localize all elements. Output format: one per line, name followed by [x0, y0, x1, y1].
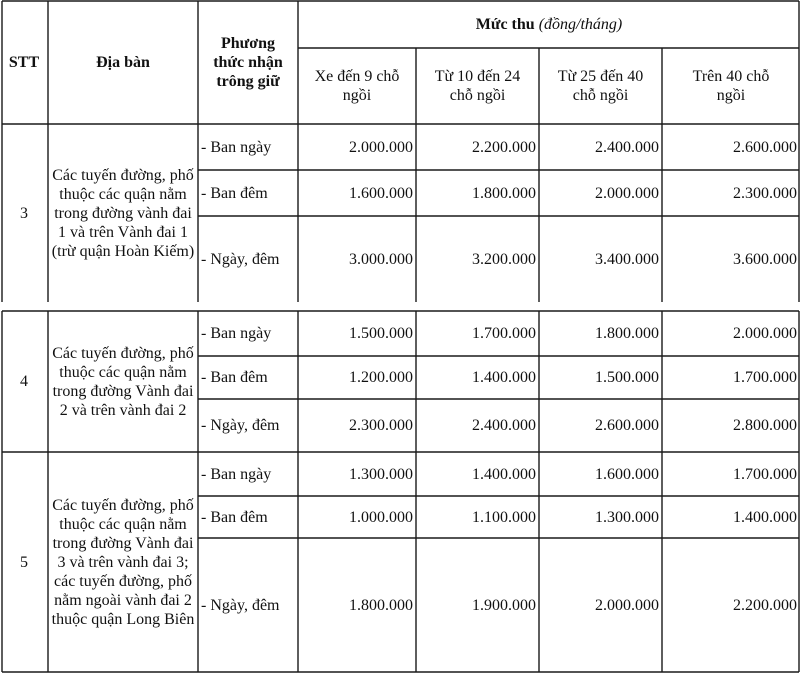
method-night — [198, 356, 298, 399]
method-text: - Ban ngày — [201, 465, 272, 483]
method-text: - Ban đêm — [201, 184, 268, 202]
fee-value — [298, 170, 416, 216]
header-fee-label: Mức thu — [475, 15, 535, 33]
fee-value-text: 3.000.000 — [349, 250, 413, 268]
row-area-text: Các tuyến đường, phố thuộc các quận nằm trong đường Vành đai 2 và trên vành đai 2 — [52, 344, 194, 419]
header-cat-4-text: Trên 40 chỗ ngồi — [692, 68, 770, 104]
fee-value — [662, 170, 800, 216]
method-text: - Ban ngày — [201, 325, 272, 342]
fee-value — [539, 356, 662, 399]
fee-value-text: 3.200.000 — [472, 250, 536, 268]
fee-value — [298, 496, 416, 538]
method-night — [198, 496, 298, 538]
method-day-night — [198, 399, 298, 452]
header-method-text: Phương thức nhận trông giữ — [213, 34, 283, 90]
fee-value — [298, 356, 416, 399]
header-cat-1-text: Xe đến 9 chỗ ngồi — [314, 68, 400, 104]
fee-value-text: 2.300.000 — [349, 417, 413, 434]
method-day — [198, 452, 298, 496]
fee-value — [298, 399, 416, 452]
method-text: - Ngày, đêm — [201, 596, 280, 614]
method-night — [198, 170, 298, 216]
fee-value — [416, 170, 539, 216]
fee-value — [416, 452, 539, 496]
fee-value — [539, 538, 662, 672]
fee-value-text: 2.400.000 — [595, 138, 659, 156]
row-area — [48, 452, 198, 672]
fee-value — [539, 124, 662, 170]
header-cat-1 — [298, 48, 416, 124]
fee-value — [298, 452, 416, 496]
row-area-text: Các tuyến đường, phố thuộc các quận nằm trong đường Vành đai 3 và trên vành đai 3; các tuyến đường, phố nằm ngoài vành đai 2 thuộc quận Long Biên — [51, 496, 195, 628]
method-text: - Ngày, đêm — [201, 417, 280, 434]
row-area-text: Các tuyến đường, phố thuộc các quận nằm trong đường vành đai 1 và trên Vành đai 1 (trừ quận Hoàn Kiếm) — [51, 166, 195, 260]
method-day — [198, 311, 298, 356]
fee-value — [416, 311, 539, 356]
fee-value-text: 3.400.000 — [595, 250, 659, 268]
fee-value-text: 2.000.000 — [595, 184, 659, 202]
row-stt-text: 4 — [20, 373, 28, 390]
fee-value — [539, 311, 662, 356]
fee-value-text: 2.200.000 — [733, 596, 797, 614]
fee-value — [662, 356, 800, 399]
fee-value-text: 2.000.000 — [349, 138, 413, 156]
method-text: - Ngày, đêm — [201, 250, 280, 268]
fee-value-text: 1.100.000 — [472, 508, 536, 526]
fee-value-text: 1.300.000 — [595, 508, 659, 526]
header-fee-unit: (đồng/tháng) — [538, 15, 623, 33]
method-text: - Ban ngày — [201, 138, 272, 156]
fee-value — [298, 311, 416, 356]
fee-value — [662, 452, 800, 496]
fee-value — [662, 311, 800, 356]
fee-value — [539, 399, 662, 452]
fee-value-text: 2.000.000 — [733, 325, 797, 342]
fee-value-text: 2.600.000 — [733, 138, 797, 156]
method-day-night — [198, 538, 298, 672]
fee-value-text: 1.400.000 — [733, 508, 797, 526]
fee-value — [416, 399, 539, 452]
fee-value-text: 1.600.000 — [595, 465, 659, 483]
row-stt — [0, 452, 48, 672]
fee-value — [416, 216, 539, 302]
fee-value — [662, 124, 800, 170]
method-day-night — [198, 216, 298, 302]
fee-value-text: 1.500.000 — [595, 369, 659, 386]
method-day — [198, 124, 298, 170]
header-stt — [0, 0, 48, 124]
row-area — [48, 311, 198, 452]
fee-value-text: 1.200.000 — [349, 369, 413, 386]
header-cat-3-text: Từ 25 đến 40 chỗ ngồi — [557, 68, 644, 104]
fee-value-text: 1.500.000 — [349, 325, 413, 342]
fee-value-text: 1.300.000 — [349, 465, 413, 483]
header-area-text: Địa bàn — [96, 53, 150, 71]
fee-value — [416, 356, 539, 399]
fee-value-text: 2.000.000 — [595, 596, 659, 614]
fee-value-text: 1.800.000 — [349, 596, 413, 614]
header-cat-2 — [416, 48, 539, 124]
row-area — [48, 124, 198, 302]
fee-value — [298, 538, 416, 672]
row-stt-text: 5 — [20, 553, 28, 571]
header-area — [48, 0, 198, 124]
fee-value-text: 1.000.000 — [349, 508, 413, 526]
fee-value — [539, 452, 662, 496]
fee-value — [416, 124, 539, 170]
header-method — [198, 0, 298, 124]
fee-value — [539, 216, 662, 302]
fee-value-text: 2.400.000 — [472, 417, 536, 434]
method-text: - Ban đêm — [201, 508, 268, 526]
fee-value — [662, 216, 800, 302]
header-cat-3 — [539, 48, 662, 124]
header-fee — [298, 0, 800, 48]
fee-value-text: 2.800.000 — [733, 417, 797, 434]
method-text: - Ban đêm — [201, 369, 268, 386]
fee-value-text: 1.400.000 — [472, 465, 536, 483]
header-stt-text: STT — [8, 53, 40, 71]
fee-value-text: 1.400.000 — [472, 369, 536, 386]
fee-value — [662, 496, 800, 538]
fee-value-text: 1.900.000 — [472, 596, 536, 614]
fee-value — [539, 170, 662, 216]
fee-value-text: 2.300.000 — [733, 184, 797, 202]
fee-value-text: 2.600.000 — [595, 417, 659, 434]
fee-value — [539, 496, 662, 538]
fee-value — [416, 496, 539, 538]
header-cat-2-text: Từ 10 đến 24 chỗ ngồi — [434, 68, 521, 104]
header-cat-4 — [662, 48, 800, 124]
fee-value-text: 1.600.000 — [349, 184, 413, 202]
fee-value-text: 1.700.000 — [733, 465, 797, 483]
fee-value — [416, 538, 539, 672]
row-stt — [0, 124, 48, 302]
fee-value — [662, 399, 800, 452]
fee-value — [298, 216, 416, 302]
fee-value-text: 3.600.000 — [733, 250, 797, 268]
row-stt-text: 3 — [20, 204, 28, 222]
fee-value — [662, 538, 800, 672]
fee-value-text: 1.800.000 — [595, 325, 659, 342]
row-stt — [0, 311, 48, 452]
fee-value-text: 1.700.000 — [733, 369, 797, 386]
fee-value — [298, 124, 416, 170]
fee-value-text: 1.700.000 — [472, 325, 536, 342]
fee-value-text: 2.200.000 — [472, 138, 536, 156]
fee-value-text: 1.800.000 — [472, 184, 536, 202]
